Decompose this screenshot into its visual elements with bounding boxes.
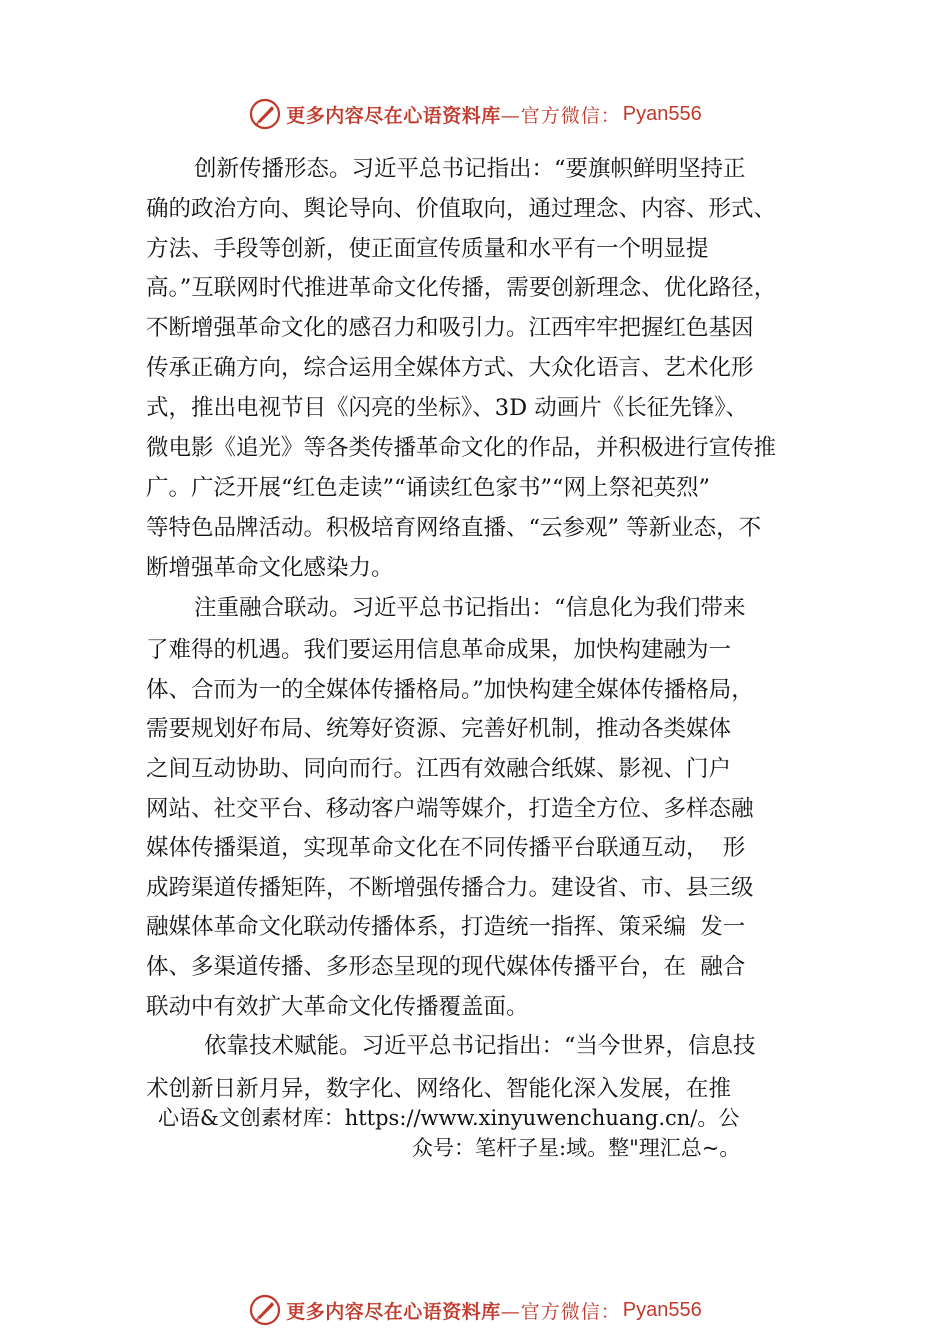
body-line: 确的政治方向、舆论导向、价值取向，通过理念、内容、形式、 xyxy=(146,196,777,222)
banner-official-label: —官方微信： xyxy=(500,1300,621,1323)
body-line: 微电影《追光》等各类传播革命文化的作品，并积极进行宣传推 xyxy=(146,435,777,461)
body-line: 传承正确方向，综合运用全媒体方式、大众化语言、艺术化形 xyxy=(146,355,754,381)
body-line: 联动中有效扩大革命文化传播覆盖面。 xyxy=(146,994,529,1020)
body-line: 高。”互联网时代推进革命文化传播，需要创新理念、优化路径， xyxy=(146,275,777,301)
body-line: 式，推出电视节目《闪亮的坐标》、3D 动画片《长征先锋》、 xyxy=(146,395,749,421)
body-line: 等特色品牌活动。积极培育网络直播、“云参观” 等新业态，不 xyxy=(146,515,762,541)
body-line: 术创新日新月异，数字化、网络化、智能化深入发展，在推 xyxy=(146,1076,732,1102)
body-line: 体、合而为一的全媒体传播格局。”加快构建全媒体传播格局， xyxy=(146,677,754,703)
footer-banner xyxy=(0,1290,950,1330)
quill-pen-circle-icon xyxy=(248,97,282,131)
body-line: 断增强革命文化感染力。 xyxy=(146,555,394,581)
banner-brand-text: 更多内容尽在心语资料库 xyxy=(286,104,501,127)
body-line: 不断增强革命文化的感召力和吸引力。江西牢牢把握红色基因 xyxy=(146,315,754,341)
body-line: 网站、社交平台、移动客户端等媒介，打造全方位、多样态融 xyxy=(146,796,754,822)
header-banner xyxy=(0,94,950,134)
footer-source-line: 心语&文创素材库：https://www.xinyuwenchuang.cn/。公 xyxy=(158,1106,740,1130)
banner-brand-text: 更多内容尽在心语资料库 xyxy=(286,1300,501,1323)
body-line: 了难得的机遇。我们要运用信息革命成果，加快构建融为一 xyxy=(146,637,732,663)
body-line: 广。广泛开展“红色走读”“诵读红色家书”“网上祭祀英烈” xyxy=(146,475,711,501)
body-line: 方法、手段等创新，使正面宣传质量和水平有一个明显提 xyxy=(146,236,709,262)
body-line: 创新传播形态。习近平总书记指出：“要旗帜鲜明坚持正 xyxy=(194,156,746,182)
body-line: 融媒体革命文化联动传播体系，打造统一指挥、策采编 发一 xyxy=(146,914,746,940)
body-line: 体、多渠道传播、多形态呈现的现代媒体传播平台，在 融合 xyxy=(146,954,746,980)
banner-official-label: —官方微信： xyxy=(500,104,621,127)
quill-pen-circle-icon xyxy=(248,1293,282,1327)
banner-wechat-id: Pyan556 xyxy=(622,1298,702,1321)
body-line: 之间互动协助、同向而行。江西有效融合纸媒、影视、门户 xyxy=(146,756,732,782)
body-line: 注重融合联动。习近平总书记指出：“信息化为我们带来 xyxy=(194,595,746,621)
footer-wechat-account-line: 众号：笔杆子星:域。整"理汇总~。 xyxy=(412,1136,741,1160)
banner-wechat-id: Pyan556 xyxy=(622,102,702,125)
body-line: 依靠技术赋能。习近平总书记指出：“当今世界，信息技 xyxy=(204,1033,756,1059)
body-line: 媒体传播渠道，实现革命文化在不同传播平台联通互动， 形 xyxy=(146,835,746,861)
body-line: 需要规划好布局、统筹好资源、完善好机制，推动各类媒体 xyxy=(146,716,732,742)
body-line: 成跨渠道传播矩阵，不断增强传播合力。建设省、市、县三级 xyxy=(146,875,754,901)
